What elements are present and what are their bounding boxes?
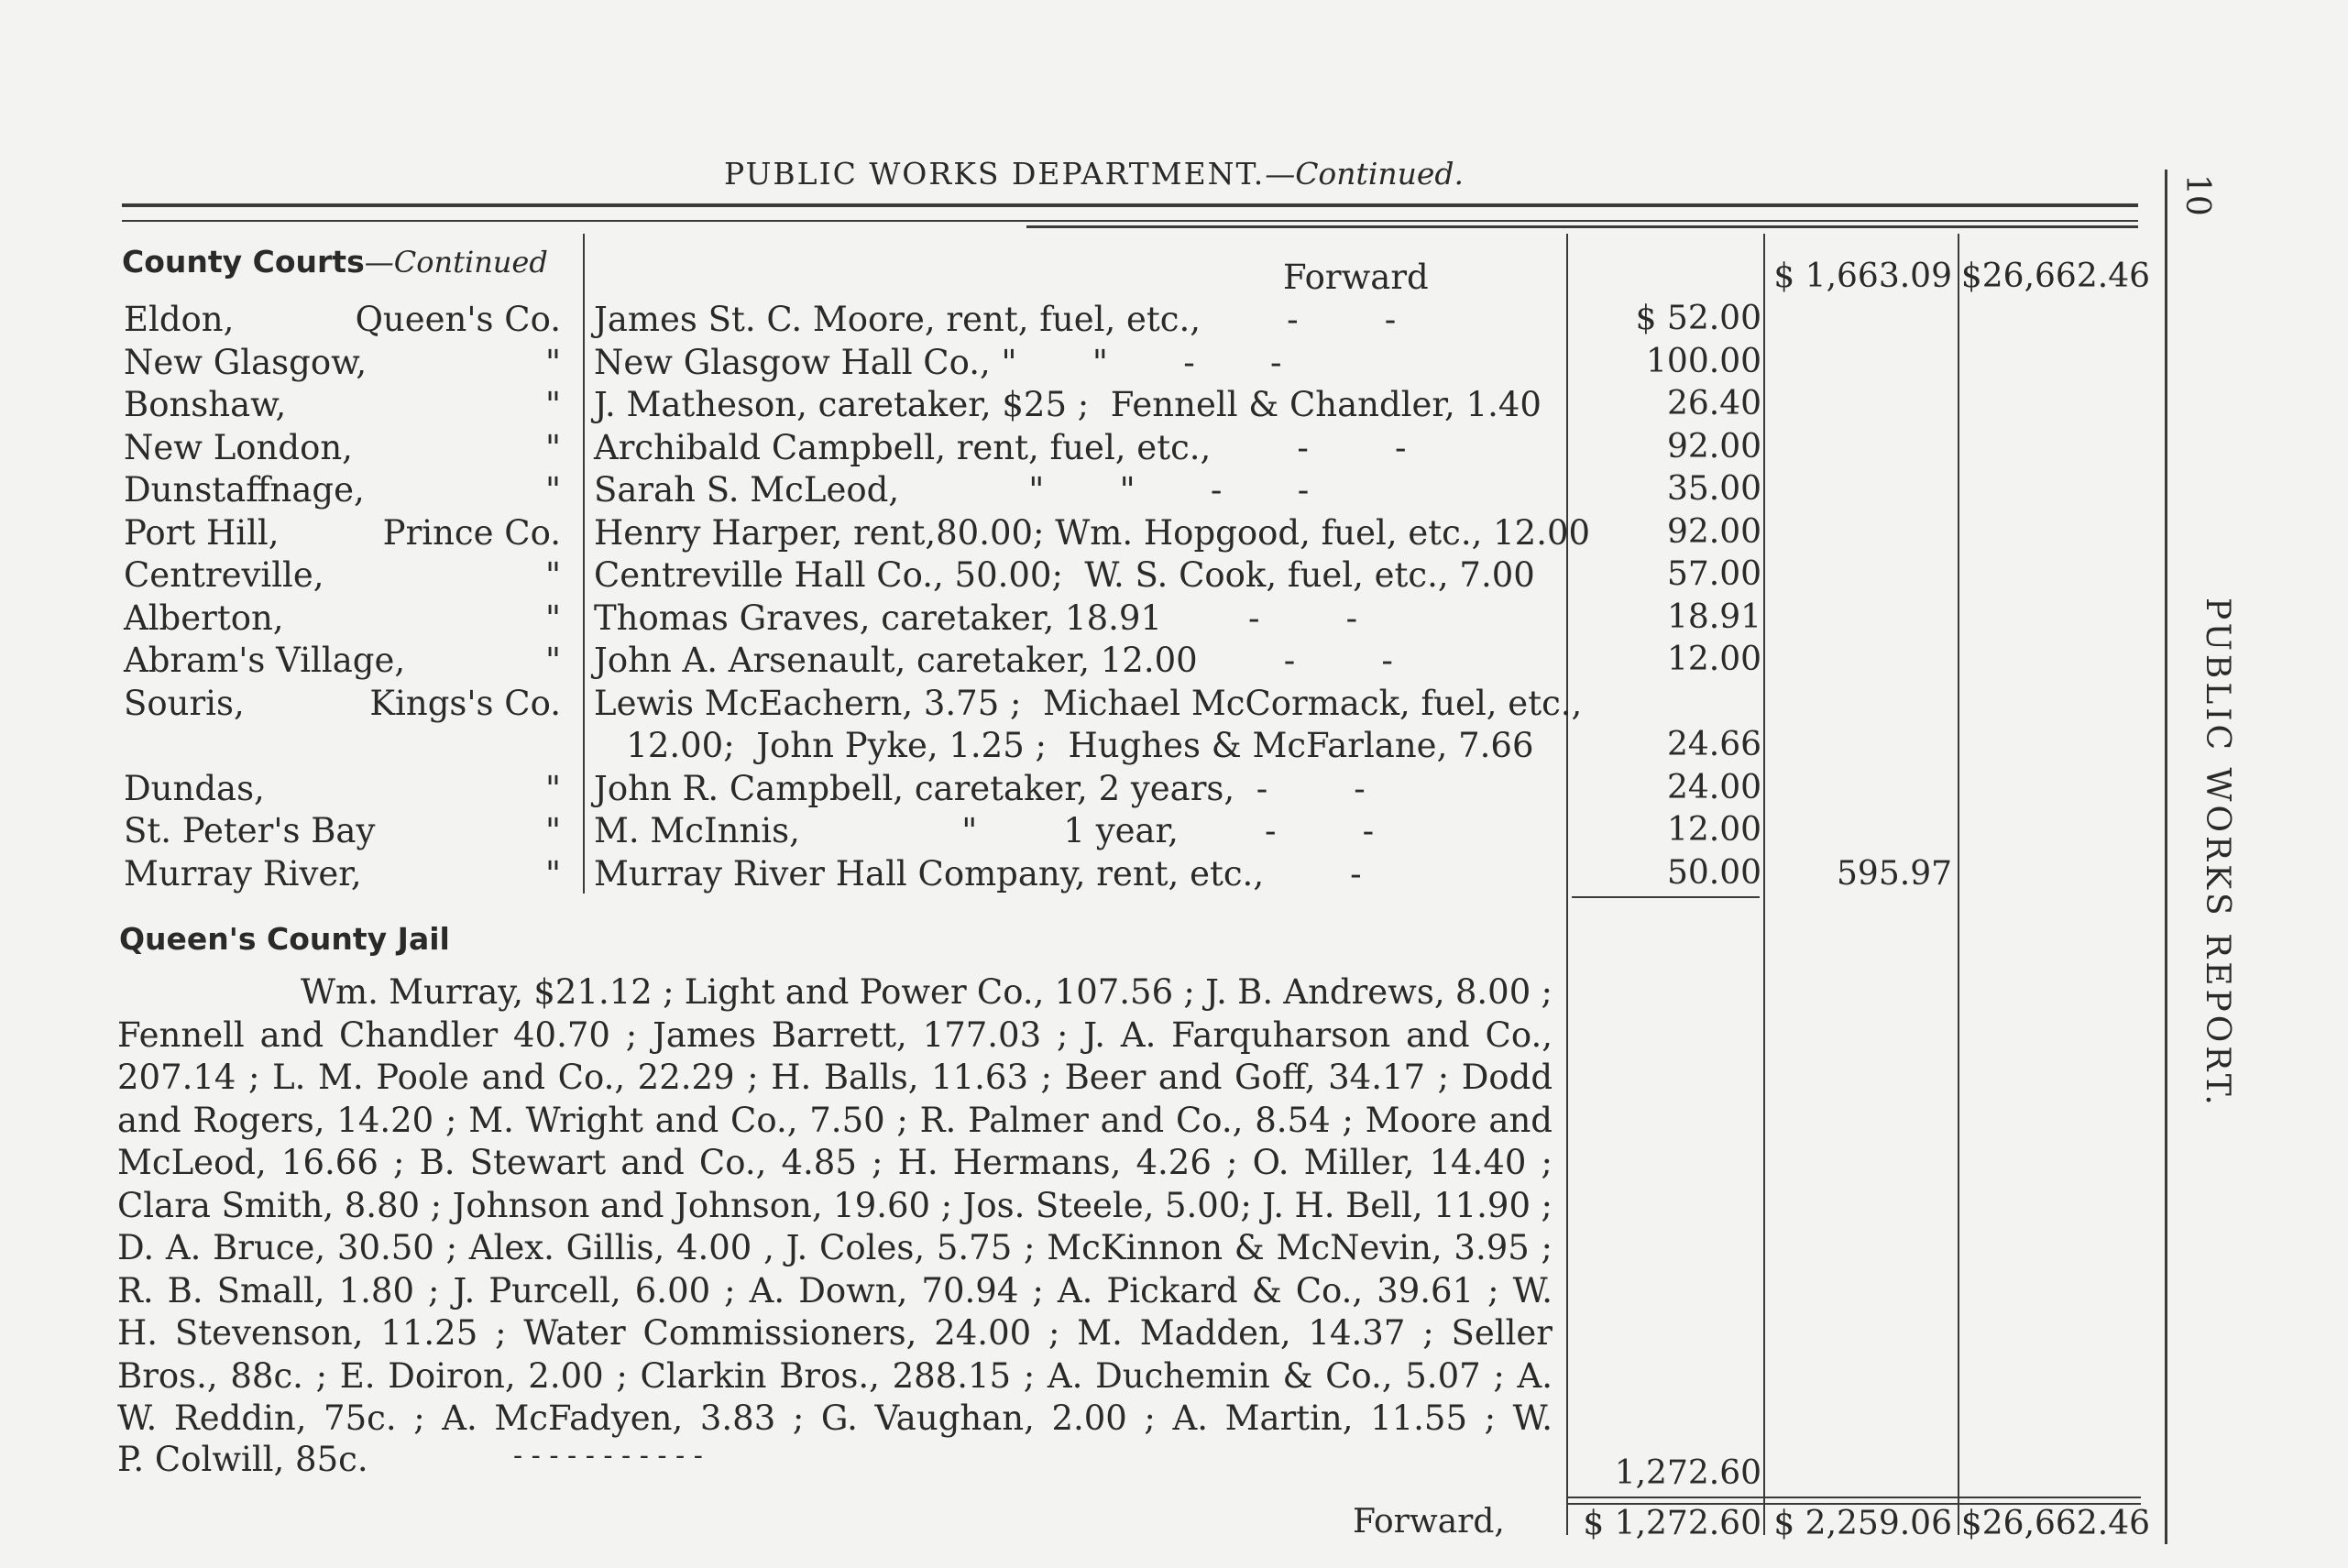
row-payee: Lewis McEachern, 3.75 ; Michael McCormack, fuel, etc., bbox=[594, 683, 1583, 723]
row-payee: J. Matheson, caretaker, $25 ; Fennell & Chandler, 1.40 bbox=[594, 385, 1542, 424]
jail-paragraph-line: D. A. Bruce, 30.50 ; Alex. Gillis, 4.00 , J. Coles, 5.75 ; McKinnon & McNevin, 3.95 ; bbox=[117, 1228, 1553, 1267]
side-report-title: PUBLIC WORKS REPORT. bbox=[2199, 598, 2236, 1109]
column-rule-payee bbox=[583, 234, 585, 894]
jail-heading: Queen's County Jail bbox=[119, 921, 450, 957]
row-county: " bbox=[544, 598, 561, 638]
row-payee: Thomas Graves, caretaker, 18.91 - - bbox=[594, 598, 1358, 638]
row-county: " bbox=[544, 342, 561, 382]
row-payee: James St. C. Moore, rent, fuel, etc., - - bbox=[594, 300, 1397, 339]
row-county: Queen's Co. bbox=[355, 300, 561, 339]
row-place: New London, bbox=[124, 427, 353, 467]
row-payee: Sarah S. McLeod, " " - - bbox=[594, 470, 1310, 510]
row-payee: John R. Campbell, caretaker, 2 years, - - bbox=[594, 768, 1366, 808]
jail-paragraph-line: and Rogers, 14.20 ; M. Wright and Co., 7.50 ; R. Palmer and Co., 8.54 ; Moore and bbox=[117, 1100, 1553, 1140]
row-payee: M. McInnis, " 1 year, - - bbox=[594, 811, 1375, 850]
subtotal-rule bbox=[1572, 896, 1760, 898]
row-place: Port Hill, bbox=[124, 512, 280, 553]
side-page-number: 10 bbox=[2178, 174, 2216, 216]
row-county: " bbox=[544, 385, 561, 424]
row-county: " bbox=[544, 555, 561, 595]
row-county: " bbox=[544, 811, 561, 850]
row-place: Alberton, bbox=[124, 598, 284, 638]
row-place: Eldon, bbox=[124, 300, 235, 339]
footer-forward-label: Forward, bbox=[1353, 1503, 1505, 1541]
jail-paragraph-line: Bros., 88c. ; E. Doiron, 2.00 ; Clarkin Bros., 288.15 ; A. Duchemin & Co., 5.07 ; A. bbox=[117, 1355, 1553, 1396]
row-county: " bbox=[544, 427, 561, 467]
row-place: Murray River, bbox=[124, 853, 362, 894]
row-amount: 57.00 bbox=[1666, 555, 1761, 593]
row-county: Kings's Co. bbox=[369, 683, 561, 723]
row-place: Abram's Village, bbox=[124, 641, 406, 680]
forward-label: Forward bbox=[1283, 258, 1429, 297]
jail-leader: - - - - - - - - - - - bbox=[513, 1440, 703, 1472]
row-amount: $ 52.00 bbox=[1635, 300, 1761, 337]
row-amount: 100.00 bbox=[1646, 342, 1761, 380]
jail-total: 1,272.60 bbox=[1614, 1454, 1761, 1492]
footer-col2: $ 2,259.06 bbox=[1773, 1505, 1952, 1542]
row-amount: 35.00 bbox=[1666, 470, 1761, 508]
county-courts-heading-text: County Courts bbox=[122, 244, 365, 280]
row-place: Dundas, bbox=[124, 768, 265, 808]
jail-paragraph-line: 207.14 ; L. M. Poole and Co., 22.29 ; H. Balls, 11.63 ; Beer and Goff, 34.17 ; Dodd bbox=[117, 1058, 1553, 1097]
top-rule-2 bbox=[122, 220, 2138, 222]
header-continued: —Continued. bbox=[1265, 156, 1465, 192]
row-payee: John A. Arsenault, caretaker, 12.00 - - bbox=[594, 641, 1393, 680]
jail-paragraph-line: Fennell and Chandler 40.70 ; James Barrett, 177.03 ; J. A. Farquharson and Co., bbox=[117, 1014, 1553, 1055]
jail-paragraph-line: R. B. Small, 1.80 ; J. Purcell, 6.00 ; A. Down, 70.94 ; A. Pickard & Co., 39.61 ; W. bbox=[117, 1270, 1553, 1310]
row-amount: 12.00 bbox=[1666, 811, 1761, 849]
footer-col3: $26,662.46 bbox=[1960, 1505, 2150, 1542]
row-payee: New Glasgow Hall Co., " " - - bbox=[594, 342, 1282, 382]
row-amount: 92.00 bbox=[1666, 512, 1761, 551]
forward-col3: $26,662.46 bbox=[1960, 258, 2150, 295]
row-county: " bbox=[544, 470, 561, 510]
row-place: Bonshaw, bbox=[124, 385, 287, 424]
row-payee: Centreville Hall Co., 50.00; W. S. Cook, fuel, etc., 7.00 bbox=[594, 555, 1535, 595]
row-amount: 50.00 bbox=[1666, 853, 1761, 892]
row-county: " bbox=[544, 853, 561, 894]
row-amount: 12.00 bbox=[1666, 641, 1761, 678]
row-place: St. Peter's Bay bbox=[124, 811, 376, 850]
header-title: PUBLIC WORKS DEPARTMENT. bbox=[724, 156, 1266, 192]
footer-col1: $ 1,272.60 bbox=[1583, 1505, 1761, 1542]
jail-paragraph-line: H. Stevenson, 11.25 ; Water Commissioners, 24.00 ; M. Madden, 14.37 ; Seller bbox=[117, 1313, 1553, 1353]
column-rule-amt3 bbox=[1958, 234, 1959, 1535]
county-courts-subtotal: 595.97 bbox=[1837, 855, 1952, 893]
jail-paragraph-line: Wm. Murray, $21.12 ; Light and Power Co., 107.56 ; J. B. Andrews, 8.00 ; bbox=[301, 972, 1553, 1012]
footer-rule bbox=[1568, 1497, 2141, 1498]
forward-col2: $ 1,663.09 bbox=[1773, 258, 1952, 295]
row-payee: 12.00; John Pyke, 1.25 ; Hughes & McFarlane, 7.66 bbox=[594, 726, 1534, 765]
margin-rule bbox=[2165, 170, 2167, 1544]
county-courts-continued: —Continued bbox=[364, 245, 548, 280]
row-payee: Murray River Hall Company, rent, etc., - bbox=[594, 853, 1362, 894]
jail-last-line: P. Colwill, 85c. bbox=[117, 1440, 368, 1479]
row-county: " bbox=[544, 641, 561, 680]
jail-paragraph bbox=[117, 971, 1553, 1441]
page-header bbox=[724, 156, 1549, 192]
row-amount: 24.66 bbox=[1666, 726, 1761, 763]
jail-paragraph-line: W. Reddin, 75c. ; A. McFadyen, 3.83 ; G. Vaughan, 2.00 ; A. Martin, 11.55 ; W. bbox=[117, 1398, 1553, 1438]
jail-paragraph-line: McLeod, 16.66 ; B. Stewart and Co., 4.85 ; H. Hermans, 4.26 ; O. Miller, 14.40 ; bbox=[117, 1143, 1553, 1182]
row-payee: Archibald Campbell, rent, fuel, etc., - - bbox=[594, 427, 1407, 467]
county-courts-heading bbox=[122, 244, 548, 280]
row-place: Dunstaffnage, bbox=[124, 470, 365, 510]
row-county: " bbox=[544, 768, 561, 808]
row-place: New Glasgow, bbox=[124, 342, 368, 382]
row-amount: 26.40 bbox=[1666, 385, 1761, 422]
row-place: Centreville, bbox=[124, 555, 324, 595]
top-rule bbox=[122, 203, 2138, 207]
row-place: Souris, bbox=[124, 683, 245, 723]
row-amount: 24.00 bbox=[1666, 768, 1761, 806]
jail-paragraph-line: Clara Smith, 8.80 ; Johnson and Johnson, 19.60 ; Jos. Steele, 5.00; J. H. Bell, 11.90 ; bbox=[117, 1185, 1553, 1225]
row-payee: Henry Harper, rent,80.00; Wm. Hopgood, fuel, etc., 12.00 bbox=[594, 512, 1591, 553]
row-county: Prince Co. bbox=[382, 512, 561, 553]
row-amount: 18.91 bbox=[1666, 598, 1761, 636]
top-rule-3 bbox=[1026, 225, 2138, 228]
row-amount: 92.00 bbox=[1666, 427, 1761, 466]
